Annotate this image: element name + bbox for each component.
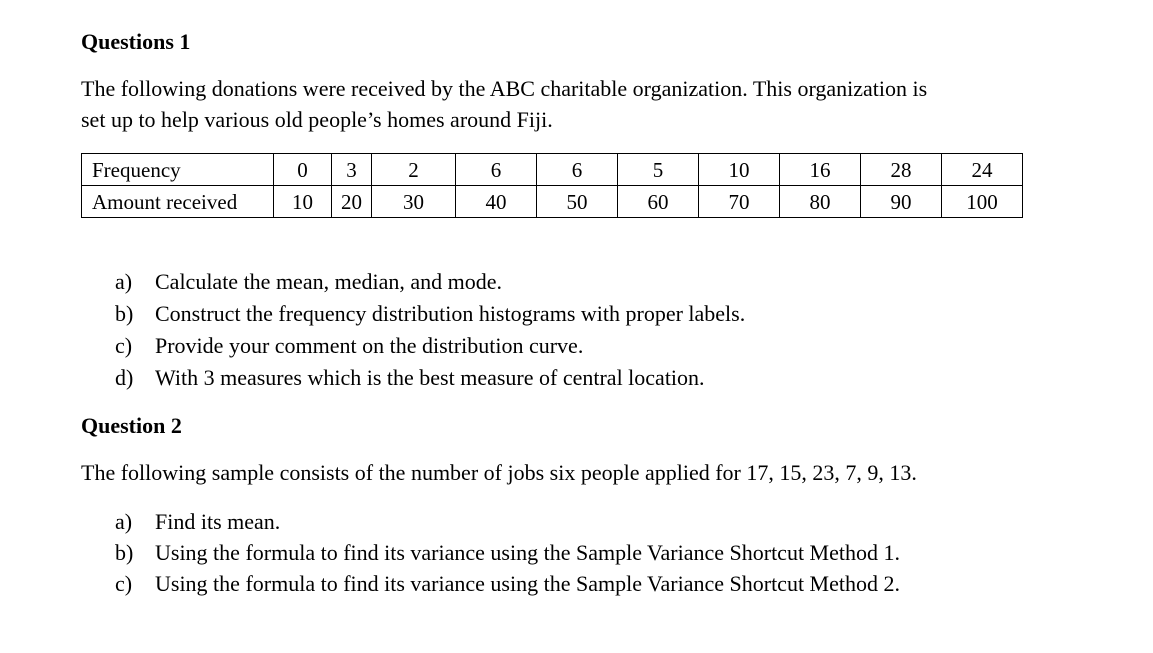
table-cell: 90 [861, 186, 942, 218]
list-item-text: Using the formula to find its variance using the Sample Variance Shortcut Method 1. [155, 540, 900, 565]
table-cell: 2 [372, 154, 456, 186]
question-1-item-a [115, 269, 502, 295]
table-cell: 70 [699, 186, 780, 218]
question-2-item-b [115, 540, 900, 566]
donations-table [81, 153, 1023, 218]
table-cell: 16 [780, 154, 861, 186]
question-1-intro-line-1: The following donations were received by the ABC charitable organization. This organization is [81, 76, 928, 101]
question-2-item-c [115, 571, 900, 597]
table-cell: 28 [861, 154, 942, 186]
table-cell: 30 [372, 186, 456, 218]
table-cell: 24 [942, 154, 1023, 186]
table-cell: 3 [332, 154, 372, 186]
table-cell: 5 [618, 154, 699, 186]
table-cell: 6 [456, 154, 537, 186]
list-marker: c) [115, 571, 133, 596]
question-2-intro: The following sample consists of the number of jobs six people applied for 17, 15, 23, 7, 9, 13. [81, 460, 917, 485]
table-cell: 40 [456, 186, 537, 218]
table-cell: 0 [274, 154, 332, 186]
question-1-heading: Questions 1 [81, 29, 191, 54]
table-cell: 6 [537, 154, 618, 186]
question-2-item-a [115, 509, 280, 535]
question-1-item-c [115, 333, 583, 359]
row-header: Frequency [82, 154, 274, 186]
frequency-row [82, 154, 1023, 186]
list-item-text: Find its mean. [155, 509, 281, 534]
table-cell: 10 [274, 186, 332, 218]
question-1-intro-line-2: set up to help various old people’s homes around Fiji. [81, 107, 553, 132]
list-item-text: Using the formula to find its variance using the Sample Variance Shortcut Method 2. [155, 571, 900, 596]
table-cell: 80 [780, 186, 861, 218]
row-header: Amount received [82, 186, 274, 218]
table-cell: 10 [699, 154, 780, 186]
table-cell: 20 [332, 186, 372, 218]
list-item-text: With 3 measures which is the best measure of central location. [155, 365, 705, 390]
table-cell: 50 [537, 186, 618, 218]
list-marker: c) [115, 333, 133, 358]
list-marker: a) [115, 269, 133, 294]
list-marker: b) [115, 540, 134, 565]
list-marker: d) [115, 365, 134, 390]
question-1-item-b [115, 301, 745, 327]
question-2-heading: Question 2 [81, 413, 182, 438]
table-cell: 60 [618, 186, 699, 218]
list-item-text: Construct the frequency distribution histograms with proper labels. [155, 301, 746, 326]
amount-received-row [82, 186, 1023, 218]
question-1-item-d [115, 365, 705, 391]
table-cell: 100 [942, 186, 1023, 218]
list-marker: b) [115, 301, 134, 326]
list-marker: a) [115, 509, 133, 534]
list-item-text: Provide your comment on the distribution curve. [155, 333, 584, 358]
list-item-text: Calculate the mean, median, and mode. [155, 269, 502, 294]
